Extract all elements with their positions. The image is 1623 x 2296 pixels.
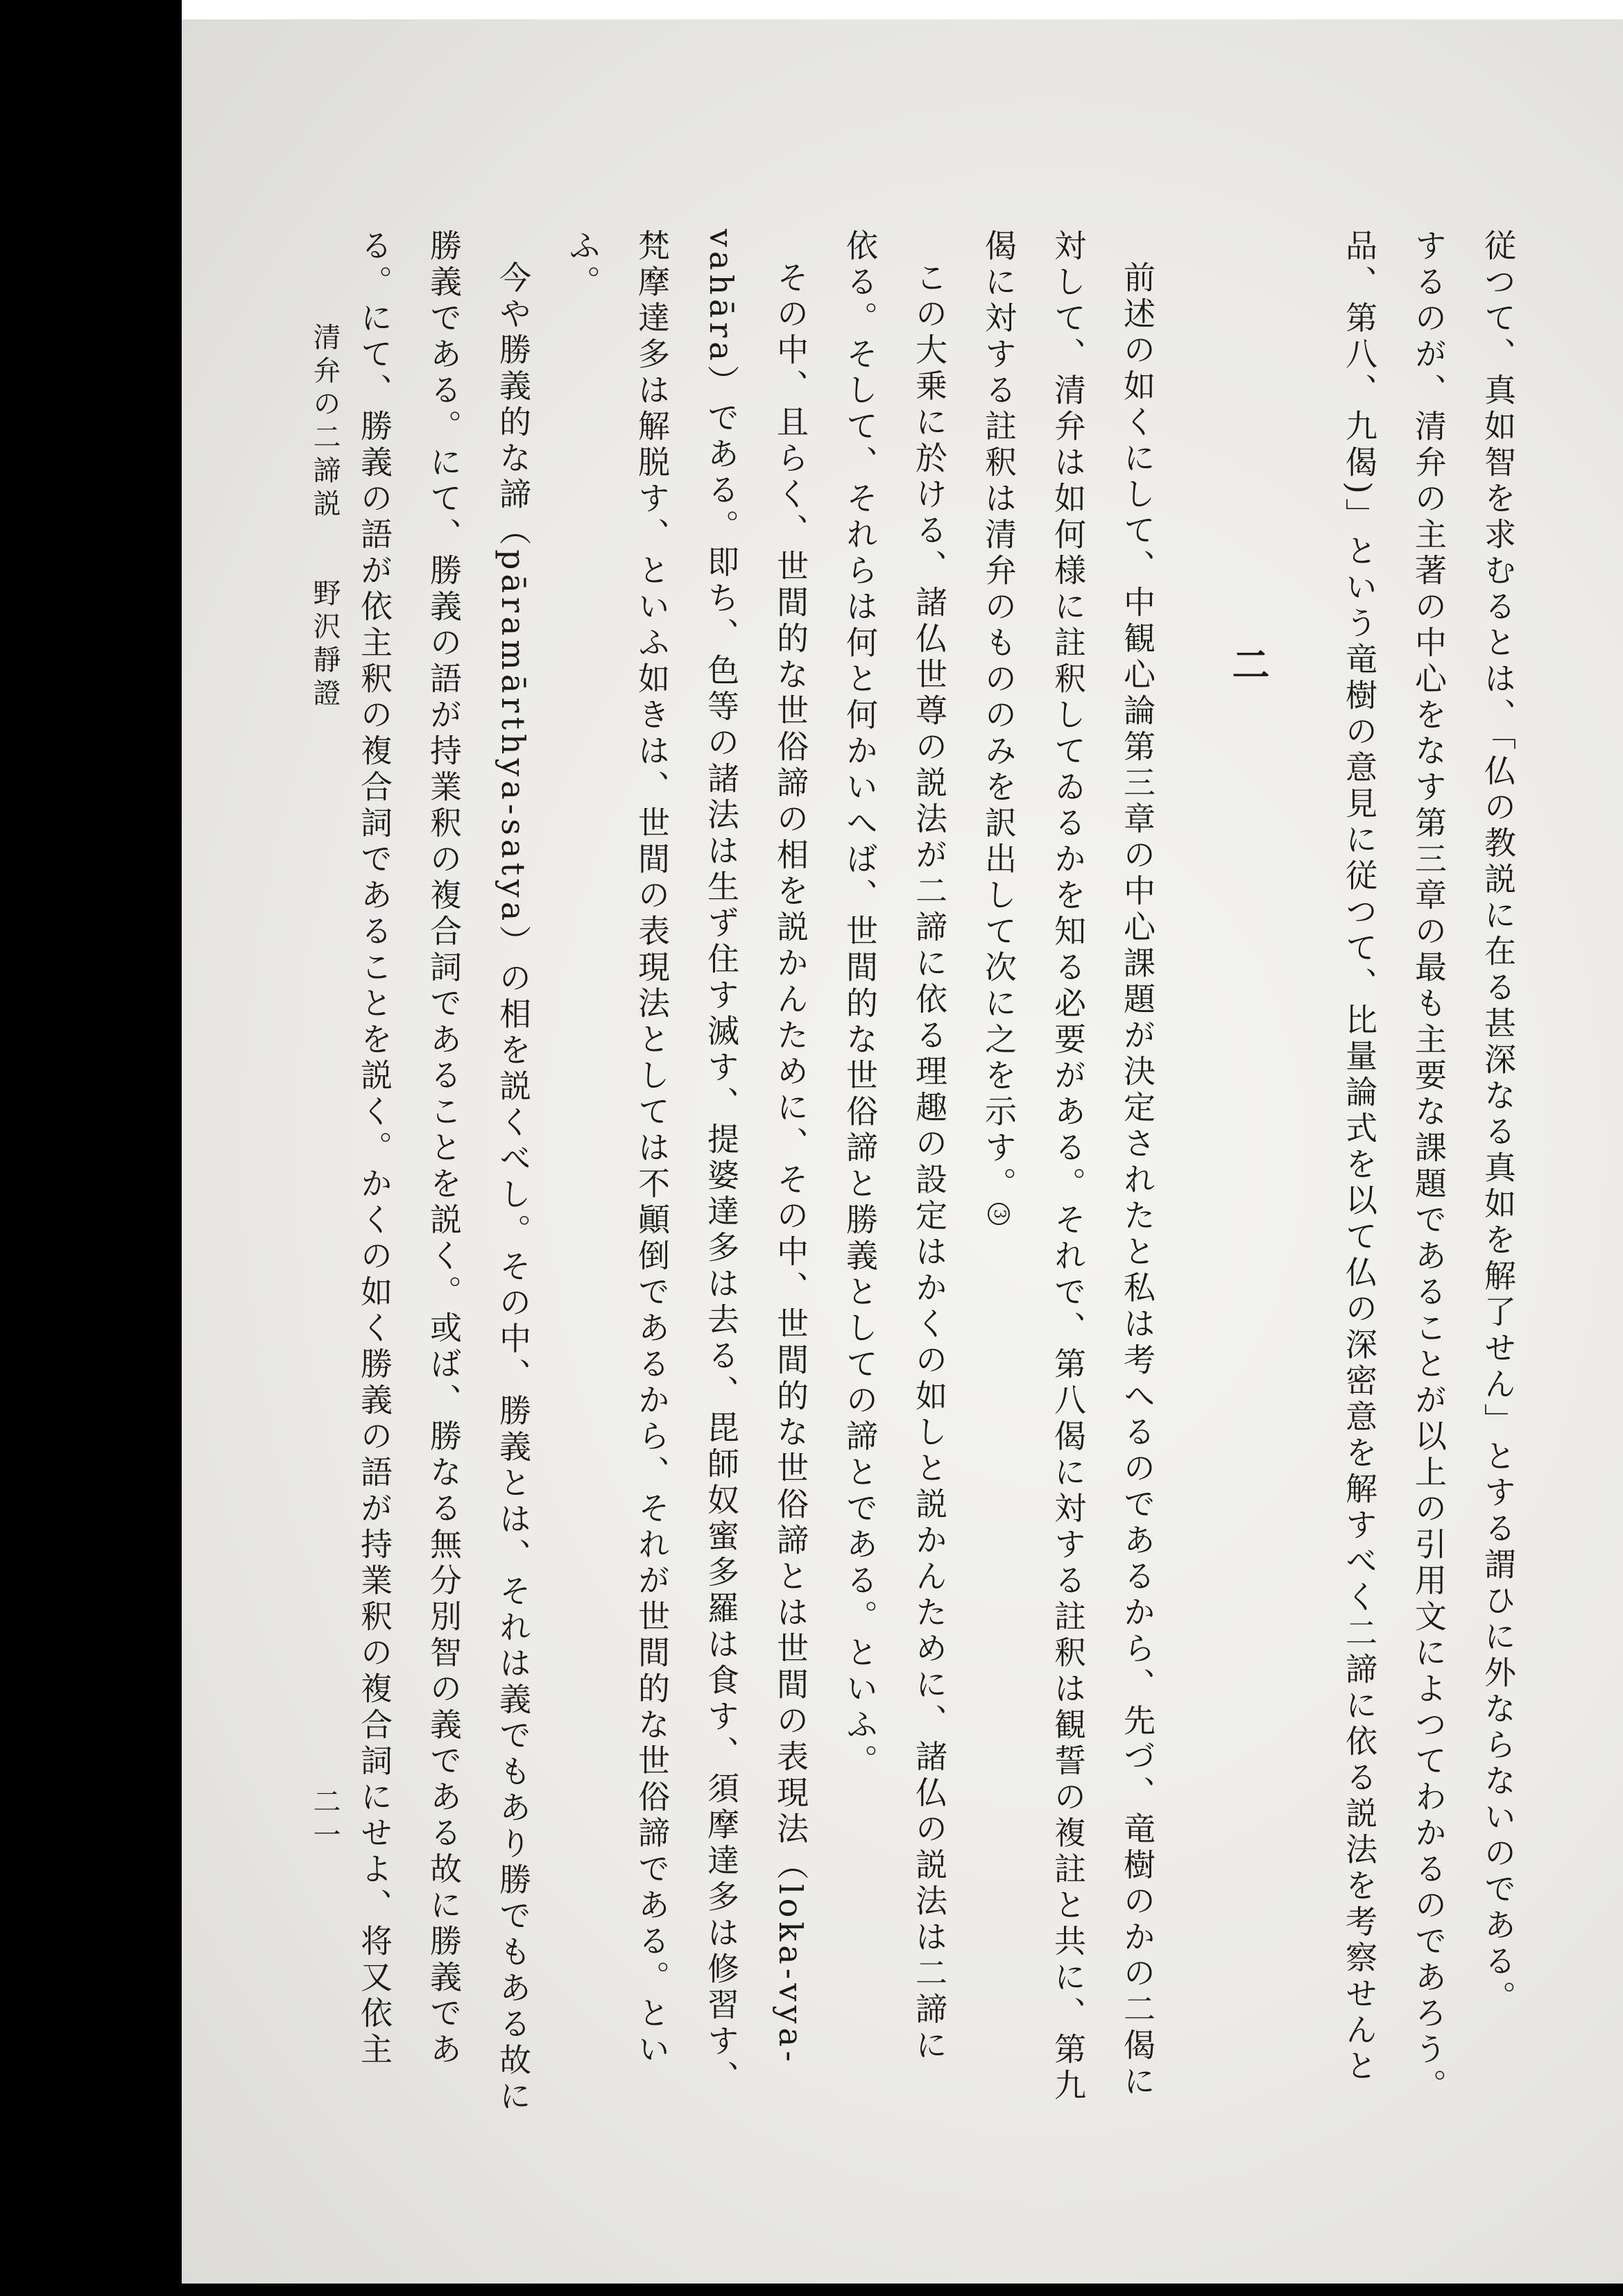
body-line: 対して、清弁は如何様に註釈してゐるかを知る必要がある。それで、第八偈に対する註釈は観誓の複註と共に、第九 — [1049, 229, 1087, 2105]
body-line: る。にて、勝義の語が依主釈の複合詞であることを説く。かくの如く勝義の語が持業釈の複合詞にせよ、将又依主 — [356, 229, 393, 2068]
page-number: 二一 — [309, 1787, 341, 1854]
running-title: 清弁の二諦説 — [309, 323, 341, 522]
footnote-marker: 3 — [988, 1203, 1010, 1225]
scan-bottom-margin — [0, 2284, 1623, 2296]
author-name: 野沢靜證 — [309, 578, 341, 712]
body-line-text: 偈に対する註釈は清弁のもののみを訳出して次に之を示す。 — [980, 229, 1017, 1203]
body-line: 今や勝義的な諦（pāramārthya-satya）の相を説くべし。その中、勝義とは、それは義でもあり勝でもある故に — [495, 261, 532, 2116]
body-line: 前述の如くにして、中観心論第三章の中心課題が決定されたと私は考へるのであるから、先づ、竜樹のかの二偈に — [1119, 261, 1156, 2100]
body-line: するのが、清弁の主著の中心をなす第三章の最も主要な課題であることが以上の引用文によつてわかるのであろう。 — [1410, 229, 1448, 2105]
body-line — [964, 229, 1033, 2143]
body-line: ふ。 — [564, 229, 601, 301]
body-line: 依る。そして、それらは何と何かいへば、世間的な世俗諦と勝義としての諦とである。といふ。 — [841, 229, 879, 1780]
vertical-body-text — [298, 229, 1533, 2143]
body-line: その中、且らく、世間的な世俗諦の相を説かんために、その中、世間的な世俗諦とは世間の表現法（loka-vya- — [772, 261, 809, 2066]
body-line: 品、第八、九偈)」という竜樹の意見に従つて、比量論式を以て仏の深密意を解すべく二諦に依る説法を考察せんと — [1341, 229, 1378, 2085]
body-line: 梵摩達多は解脱す、といふ如きは、世間の表現法としては不顚倒であるから、それが世間的な世俗諦である。とい — [633, 229, 671, 2068]
scan-left-black-margin — [0, 0, 182, 2296]
body-line: vahāra）である。即ち、色等の諸法は生ず住す滅す、提婆達多は去る、毘師奴蜜多羅は食す、須摩達多は修習す、 — [703, 229, 740, 2096]
running-footer — [305, 323, 345, 2126]
body-line: 勝義である。にて、勝義の語が持業釈の複合詞であることを説く。或ば、勝なる無分別智の義である故に勝義であ — [425, 229, 463, 2068]
body-line: 従つて、真如智を求むるとは、「仏の教説に在る甚深なる真如を解了せん」とする謂ひに外ならないのである。 — [1479, 229, 1517, 2016]
body-line: この大乗に於ける、諸仏世尊の説法が二諦に依る理趣の設定はかくの如しと説かんために、諸仏の説法は二諦に — [911, 261, 948, 2064]
section-number: 二 — [1226, 645, 1271, 687]
scan-top-margin — [0, 0, 1623, 19]
